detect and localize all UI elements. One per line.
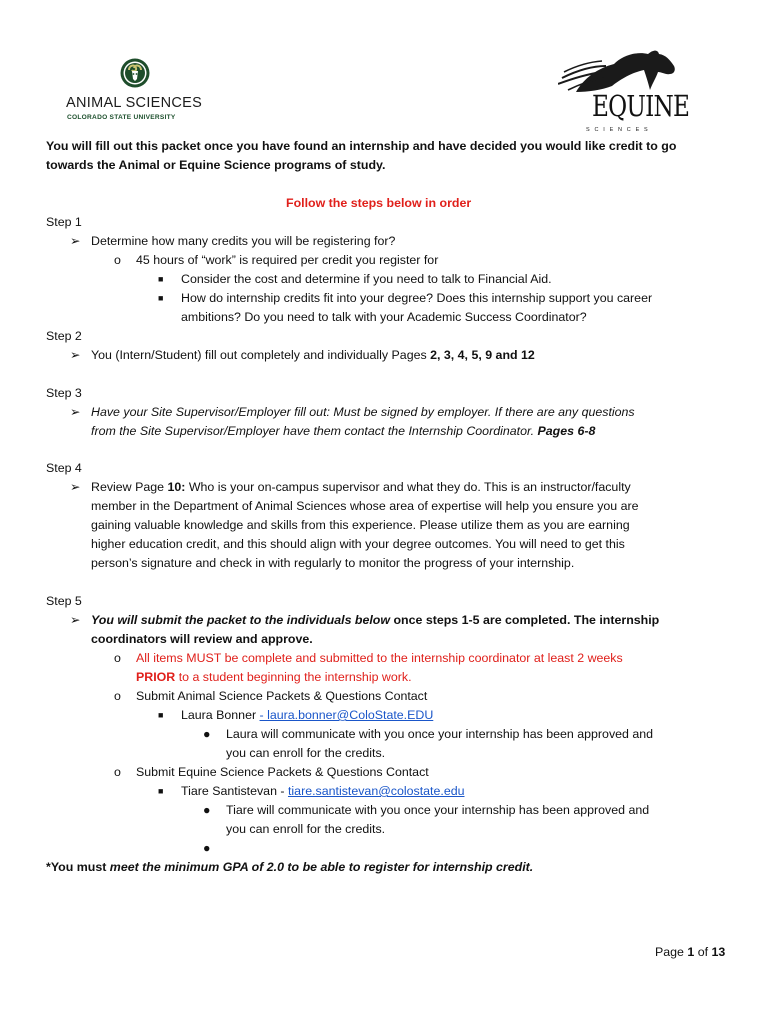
equine-wordmark: EQUINE: [592, 89, 690, 123]
step-5-italic: You will submit the packet to the individuals below: [91, 613, 391, 627]
footer-total-pages: 13: [711, 945, 726, 959]
equine-subtitle: SCIENCES: [586, 127, 653, 133]
square-bullet-icon: ■: [158, 710, 164, 720]
step-4-line-4: higher education credit, and this should align with your degree outcomes. You will need to get this: [91, 537, 625, 551]
equine-contact-line: [181, 782, 465, 801]
gpa-italic: meet the minimum GPA of 2.0 to be able to register for internship credit.: [109, 860, 534, 874]
equine-contact-name: Tiare Santistevan -: [181, 784, 288, 798]
step-2-label: Step 2: [46, 329, 82, 343]
circle-bullet-icon: o: [114, 651, 121, 665]
gpa-prefix: *You must: [46, 860, 110, 874]
animal-sciences-logo: [66, 58, 206, 124]
intro-line-1: You will fill out this packet once you have found an internship and have decided you would like credit to go: [46, 139, 677, 153]
arrow-bullet-icon: ➢: [70, 405, 81, 419]
equine-contact-email-link[interactable]: tiare.santistevan@colostate.edu: [287, 784, 465, 798]
step-2-item: [91, 346, 535, 365]
step-1-bullet-2-line-1: How do internship credits fit into your degree? Does this internship support you career: [181, 291, 653, 305]
footer-of-word: of: [694, 945, 712, 959]
step-4-label: Step 4: [46, 461, 82, 475]
footer-page-number: 1: [687, 945, 695, 959]
step-4-page: 10:: [167, 480, 186, 494]
dot-bullet-icon: ●: [203, 803, 211, 817]
footer-page-word: Page: [655, 945, 688, 959]
square-bullet-icon: ■: [158, 293, 164, 303]
csu-subtitle: COLORADO STATE UNIVERSITY: [67, 114, 176, 121]
step-4-line-1: [91, 478, 631, 497]
arrow-bullet-icon: ➢: [70, 613, 81, 627]
page-footer: [655, 943, 725, 962]
equine-contact-heading: Submit Equine Science Packets & Questions Contact: [136, 765, 429, 779]
equine-sciences-logo: [550, 48, 690, 136]
warning-line-1: All items MUST be complete and submitted to the internship coordinator at least 2 weeks: [136, 651, 623, 665]
animal-contact-email-link[interactable]: - laura.bonner@ColoState.EDU: [259, 708, 434, 722]
warning-prior: PRIOR: [136, 670, 176, 684]
step-5-label: Step 5: [46, 594, 82, 608]
warning-line-2: [136, 668, 412, 687]
step-4-line-5: person’s signature and check in with regularly to monitor the progress of your internship.: [91, 556, 575, 570]
warning-rest: to a student beginning the internship work.: [175, 670, 412, 684]
step-1-sub: 45 hours of “work” is required per credit you register for: [136, 253, 439, 267]
step-5-rest: once steps 1-5 are completed. The internship: [390, 613, 660, 627]
step-2-text: You (Intern/Student) fill out completely and individually Pages: [91, 348, 431, 362]
step-2-pages: 2, 3, 4, 5, 9 and 12: [430, 348, 535, 362]
animal-contact-name: Laura Bonner: [181, 708, 260, 722]
step-4-line-2: member in the Department of Animal Sciences whose area of expertise will help you ensure you are: [91, 499, 639, 513]
equine-note-line-2: you can enroll for the credits.: [226, 822, 386, 836]
step-3-pages: Pages 6-8: [537, 424, 596, 438]
step-3-line-2: [91, 422, 595, 441]
step-3-line-2-text: from the Site Supervisor/Employer have them contact the Internship Coordinator.: [91, 424, 538, 438]
square-bullet-icon: ■: [158, 786, 164, 796]
dot-bullet-icon: ●: [203, 727, 211, 741]
animal-contact-line: [181, 706, 433, 725]
step-1-label: Step 1: [46, 215, 82, 229]
intro-line-2: towards the Animal or Equine Science programs of study.: [46, 158, 386, 172]
dot-bullet-icon: ●: [203, 841, 211, 855]
animal-sciences-title: ANIMAL SCIENCES: [66, 95, 203, 111]
circle-bullet-icon: o: [114, 689, 121, 703]
step-4-post: Who is your on-campus supervisor and what they do. This is an instructor/faculty: [185, 480, 631, 494]
step-1-bullet-1: Consider the cost and determine if you need to talk to Financial Aid.: [181, 272, 552, 286]
arrow-bullet-icon: ➢: [70, 348, 81, 362]
step-1-bullet-2-line-2: ambitions? Do you need to talk with your Academic Success Coordinator?: [181, 310, 587, 324]
arrow-bullet-icon: ➢: [70, 234, 81, 248]
step-5-line-1: [91, 611, 659, 630]
equine-note-line-1: Tiare will communicate with you once your internship has been approved and: [226, 803, 650, 817]
follow-steps-heading: Follow the steps below in order: [286, 196, 472, 210]
animal-note-line-2: you can enroll for the credits.: [226, 746, 386, 760]
animal-note-line-1: Laura will communicate with you once your internship has been approved and: [226, 727, 654, 741]
circle-bullet-icon: o: [114, 253, 121, 267]
step-4-line-3: gaining valuable knowledge and skills from this experience. Please utilize them as you are earning: [91, 518, 630, 532]
arrow-bullet-icon: ➢: [70, 480, 81, 494]
step-3-line-1: Have your Site Supervisor/Employer fill out: Must be signed by employer. If there are any questions: [91, 405, 635, 419]
step-3-label: Step 3: [46, 386, 82, 400]
square-bullet-icon: ■: [158, 274, 164, 284]
step-4-pre: Review Page: [91, 480, 168, 494]
csu-ram-emblem-icon: [120, 58, 150, 88]
step-5-line-2: coordinators will review and approve.: [91, 632, 313, 646]
circle-bullet-icon: o: [114, 765, 121, 779]
step-1-item: Determine how many credits you will be registering for?: [91, 234, 396, 248]
gpa-note: [46, 858, 533, 877]
animal-contact-heading: Submit Animal Science Packets & Questions Contact: [136, 689, 428, 703]
